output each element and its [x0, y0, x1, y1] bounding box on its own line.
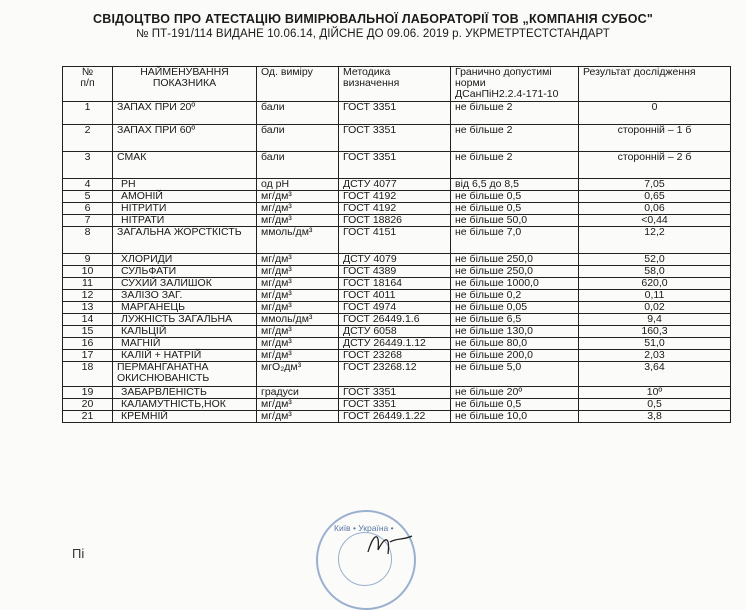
column-header-line: Методика — [343, 66, 391, 78]
row-number-cell: 3 — [63, 152, 113, 179]
unit-cell: мг/дм³ — [257, 278, 339, 290]
certificate-subtitle: № ПТ-191/114 ВИДАНЕ 10.06.14, ДІЙСНЕ ДО 09.06. 2019 р. УКРМЕТРТЕСТСТАНДАРТ — [136, 28, 610, 40]
row-number-cell: 15 — [63, 326, 113, 338]
name-cell: ЗАГАЛЬНА ЖОРСТКІСТЬ — [113, 227, 257, 254]
unit-cell: од pH — [257, 179, 339, 191]
table-row — [63, 338, 731, 350]
column-header-line: Результат дослідження — [583, 66, 696, 78]
name-cell: АМОНІЙ — [113, 191, 257, 203]
column-header — [63, 67, 113, 102]
unit-cell: мгО₂дм³ — [257, 362, 339, 387]
method-cell: ДСТУ 4077 — [339, 179, 451, 191]
norm-cell: не більше 0,5 — [451, 399, 579, 411]
unit-cell: ммоль/дм³ — [257, 314, 339, 326]
table-row — [63, 191, 731, 203]
column-header-line: Од. виміру — [261, 66, 313, 78]
row-number-cell: 11 — [63, 278, 113, 290]
method-cell: ГОСТ 3351 — [339, 387, 451, 399]
row-number-cell: 9 — [63, 254, 113, 266]
method-cell: ГОСТ 4011 — [339, 290, 451, 302]
table-header — [63, 67, 731, 102]
table-row — [63, 302, 731, 314]
results-table — [62, 66, 731, 423]
unit-cell: бали — [257, 102, 339, 125]
column-header-line: Гранично допустимі — [455, 66, 552, 78]
norm-cell: не більше 200,0 — [451, 350, 579, 362]
unit-cell: мг/дм³ — [257, 350, 339, 362]
row-number-cell: 20 — [63, 399, 113, 411]
row-number-cell: 18 — [63, 362, 113, 387]
column-header-line: ДСанПіН2.2.4-171-10 — [455, 88, 559, 100]
unit-cell: мг/дм³ — [257, 254, 339, 266]
norm-cell: не більше 5,0 — [451, 362, 579, 387]
table-row — [63, 152, 731, 179]
method-cell: ГОСТ 4974 — [339, 302, 451, 314]
method-cell: ГОСТ 18164 — [339, 278, 451, 290]
norm-cell: не більше 50,0 — [451, 215, 579, 227]
column-header-line: норми — [455, 77, 486, 89]
result-cell: 0 — [579, 102, 731, 125]
result-cell: 620,0 — [579, 278, 731, 290]
table-header-row — [63, 67, 731, 102]
column-header — [451, 67, 579, 102]
method-cell: ДСТУ 4079 — [339, 254, 451, 266]
result-cell: 9,4 — [579, 314, 731, 326]
table-row — [63, 203, 731, 215]
column-header-line: ПОКАЗНИКА — [152, 77, 217, 89]
row-number-cell: 10 — [63, 266, 113, 278]
name-cell: ПЕРМАНГАНАТНА ОКИСНЮВАНІСТЬ — [113, 362, 257, 387]
row-number-cell: 12 — [63, 290, 113, 302]
method-cell: ГОСТ 23268 — [339, 350, 451, 362]
row-number-cell: 4 — [63, 179, 113, 191]
stamp-text: Київ • Україна • — [334, 523, 394, 533]
method-cell: ГОСТ 3351 — [339, 152, 451, 179]
unit-cell: бали — [257, 125, 339, 152]
method-cell: ГОСТ 26449.1.22 — [339, 411, 451, 423]
column-header — [579, 67, 731, 102]
result-cell: 0,02 — [579, 302, 731, 314]
method-cell: ДСТУ 6058 — [339, 326, 451, 338]
table-row — [63, 125, 731, 152]
result-cell: 3,64 — [579, 362, 731, 387]
method-cell: ГОСТ 23268.12 — [339, 362, 451, 387]
name-cell: ЗАПАХ ПРИ 60º — [113, 125, 257, 152]
norm-cell: не більше 1000,0 — [451, 278, 579, 290]
unit-cell: мг/дм³ — [257, 191, 339, 203]
norm-cell: не більше 2 — [451, 152, 579, 179]
name-cell: PH — [113, 179, 257, 191]
method-cell: ГОСТ 26449.1.6 — [339, 314, 451, 326]
result-cell: 10º — [579, 387, 731, 399]
name-cell: СМАК — [113, 152, 257, 179]
unit-cell: бали — [257, 152, 339, 179]
norm-cell: не більше 2 — [451, 102, 579, 125]
column-header-line: № — [81, 66, 94, 78]
result-cell: 0,11 — [579, 290, 731, 302]
result-cell: 160,3 — [579, 326, 731, 338]
table-row — [63, 314, 731, 326]
table-row — [63, 215, 731, 227]
table-row — [63, 326, 731, 338]
result-cell: 2,03 — [579, 350, 731, 362]
name-cell: СУХИЙ ЗАЛИШОК — [113, 278, 257, 290]
norm-cell: не більше 10,0 — [451, 411, 579, 423]
column-header — [339, 67, 451, 102]
method-cell: ГОСТ 3351 — [339, 399, 451, 411]
table-row — [63, 254, 731, 266]
result-cell: 3,8 — [579, 411, 731, 423]
method-cell: ДСТУ 26449.1.12 — [339, 338, 451, 350]
norm-cell: не більше 250,0 — [451, 266, 579, 278]
norm-cell: не більше 0,05 — [451, 302, 579, 314]
row-number-cell: 14 — [63, 314, 113, 326]
norm-cell: не більше 130,0 — [451, 326, 579, 338]
row-number-cell: 16 — [63, 338, 113, 350]
unit-cell: мг/дм³ — [257, 411, 339, 423]
unit-cell: ммоль/дм³ — [257, 227, 339, 254]
unit-cell: мг/дм³ — [257, 203, 339, 215]
row-number-cell: 19 — [63, 387, 113, 399]
result-cell: 0,06 — [579, 203, 731, 215]
row-number-cell: 2 — [63, 125, 113, 152]
table-row — [63, 387, 731, 399]
norm-cell: не більше 0,5 — [451, 203, 579, 215]
norm-cell: не більше 7,0 — [451, 227, 579, 254]
result-cell: 12,2 — [579, 227, 731, 254]
method-cell: ГОСТ 4192 — [339, 191, 451, 203]
norm-cell: не більше 80,0 — [451, 338, 579, 350]
column-header-line: визначення — [343, 77, 400, 89]
table-row — [63, 179, 731, 191]
row-number-cell: 1 — [63, 102, 113, 125]
norm-cell: не більше 6,5 — [451, 314, 579, 326]
row-number-cell: 17 — [63, 350, 113, 362]
method-cell: ГОСТ 4151 — [339, 227, 451, 254]
signature-icon — [360, 528, 420, 556]
unit-cell: мг/дм³ — [257, 302, 339, 314]
result-cell: сторонній – 1 б — [579, 125, 731, 152]
table-row — [63, 227, 731, 254]
name-cell: СУЛЬФАТИ — [113, 266, 257, 278]
method-cell: ГОСТ 4389 — [339, 266, 451, 278]
unit-cell: мг/дм³ — [257, 399, 339, 411]
result-cell: 7,05 — [579, 179, 731, 191]
norm-cell: не більше 250,0 — [451, 254, 579, 266]
result-cell: 0,5 — [579, 399, 731, 411]
method-cell: ГОСТ 3351 — [339, 102, 451, 125]
unit-cell: мг/дм³ — [257, 215, 339, 227]
name-cell: НІТРИТИ — [113, 203, 257, 215]
method-cell: ГОСТ 3351 — [339, 125, 451, 152]
name-cell: ЗАПАХ ПРИ 20º — [113, 102, 257, 125]
unit-cell: мг/дм³ — [257, 290, 339, 302]
table-row — [63, 102, 731, 125]
row-number-cell: 8 — [63, 227, 113, 254]
name-cell: ХЛОРИДИ — [113, 254, 257, 266]
table-row — [63, 411, 731, 423]
unit-cell: мг/дм³ — [257, 266, 339, 278]
method-cell: ГОСТ 18826 — [339, 215, 451, 227]
row-number-cell: 13 — [63, 302, 113, 314]
name-cell: КАЛІЙ + НАТРІЙ — [113, 350, 257, 362]
norm-cell: не більше 20º — [451, 387, 579, 399]
result-cell: 58,0 — [579, 266, 731, 278]
footer-text: Пі — [72, 546, 85, 561]
name-cell: МАГНІЙ — [113, 338, 257, 350]
result-cell: 52,0 — [579, 254, 731, 266]
name-cell: НІТРАТИ — [113, 215, 257, 227]
table-row — [63, 350, 731, 362]
column-header-line: НАЙМЕНУВАННЯ — [140, 66, 229, 78]
name-cell: ЗАБАРВЛЕНІСТЬ — [113, 387, 257, 399]
method-cell: ГОСТ 4192 — [339, 203, 451, 215]
column-header — [113, 67, 257, 102]
column-header-line: п/п — [80, 77, 95, 89]
name-cell: КАЛЬЦІЙ — [113, 326, 257, 338]
table-row — [63, 278, 731, 290]
row-number-cell: 5 — [63, 191, 113, 203]
table-row — [63, 399, 731, 411]
norm-cell: від 6,5 до 8,5 — [451, 179, 579, 191]
name-cell: ЗАЛІЗО ЗАГ. — [113, 290, 257, 302]
norm-cell: не більше 2 — [451, 125, 579, 152]
table-row — [63, 362, 731, 387]
row-number-cell: 21 — [63, 411, 113, 423]
row-number-cell: 7 — [63, 215, 113, 227]
result-cell: сторонній – 2 б — [579, 152, 731, 179]
name-cell: МАРГАНЕЦЬ — [113, 302, 257, 314]
document-title: СВІДОЦТВО ПРО АТЕСТАЦІЮ ВИМІРЮВАЛЬНОЇ ЛАБОРАТОРІЇ ТОВ „КОМПАНІЯ СУБОС" — [92, 12, 653, 26]
result-cell: 0,65 — [579, 191, 731, 203]
name-cell: КРЕМНІЙ — [113, 411, 257, 423]
table-body — [63, 102, 731, 423]
unit-cell: мг/дм³ — [257, 326, 339, 338]
name-cell: КАЛАМУТНІСТЬ,НОК — [113, 399, 257, 411]
unit-cell: мг/дм³ — [257, 338, 339, 350]
result-cell: <0,44 — [579, 215, 731, 227]
norm-cell: не більше 0,2 — [451, 290, 579, 302]
unit-cell: градуси — [257, 387, 339, 399]
row-number-cell: 6 — [63, 203, 113, 215]
table-row — [63, 266, 731, 278]
result-cell: 51,0 — [579, 338, 731, 350]
column-header — [257, 67, 339, 102]
norm-cell: не більше 0,5 — [451, 191, 579, 203]
name-cell: ЛУЖНІСТЬ ЗАГАЛЬНА — [113, 314, 257, 326]
table-row — [63, 290, 731, 302]
